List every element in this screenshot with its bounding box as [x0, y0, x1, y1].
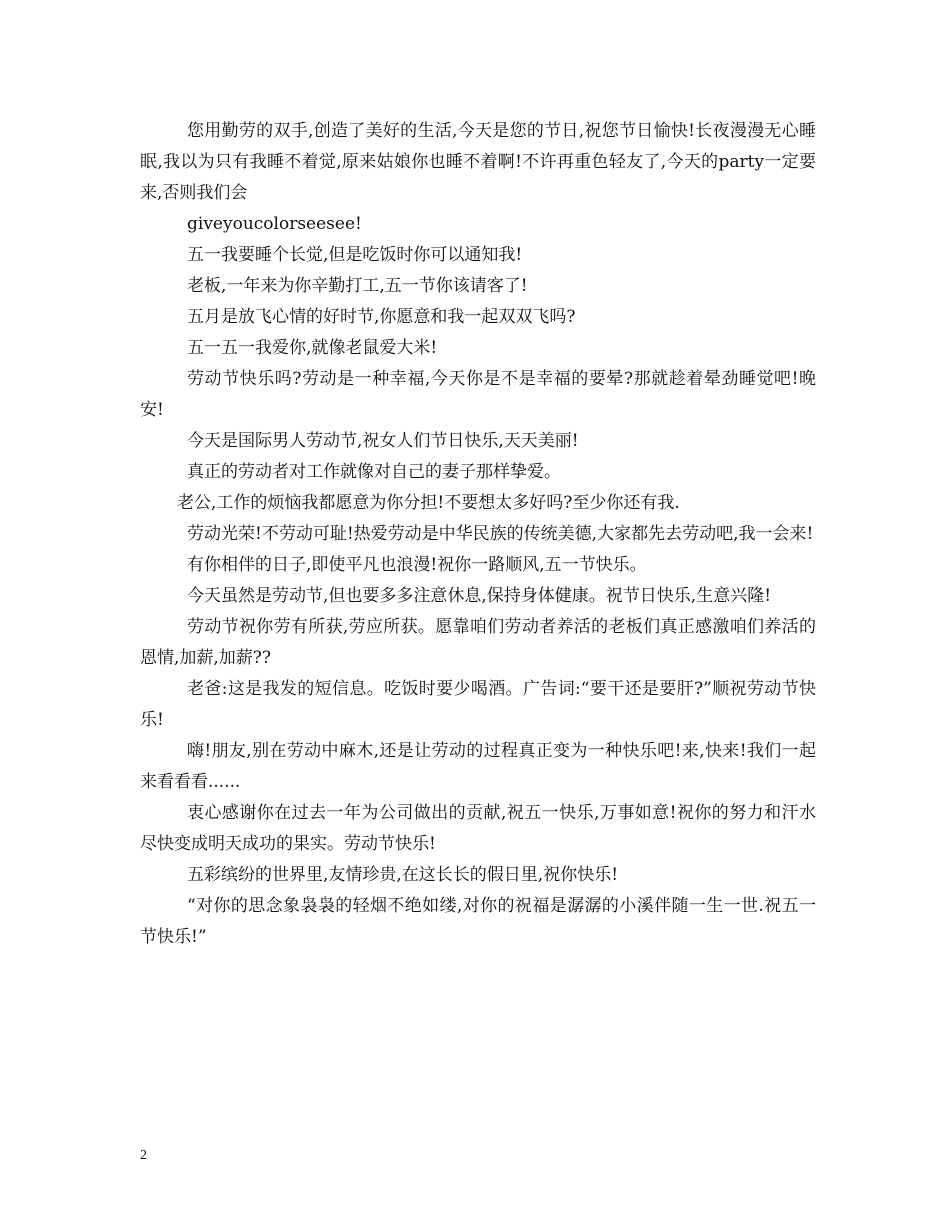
- paragraph: 有你相伴的日子,即使平凡也浪漫!祝你一路顺风,五一节快乐。: [187, 555, 647, 575]
- paragraph: 五月是放飞心情的好时节,你愿意和我一起双双飞吗?: [187, 307, 576, 327]
- paragraph: 衷心感谢你在过去一年为公司做出的贡献,祝五一快乐,万事如意!祝你的努力和汗水尽快变成明天成功的果实。劳动节快乐!: [140, 803, 816, 854]
- paragraph: 您用勤劳的双手,创造了美好的生活,今天是您的节日,祝您节日愉快!长夜漫漫无心睡眠,我以为只有我睡不着觉,原来姑娘你也睡不着啊!不许再重色轻友了,今天的party一定要来,否则我们会: [140, 121, 816, 203]
- paragraph: 劳动节快乐吗?劳动是一种幸福,今天你是不是幸福的要晕?那就趁着晕劲睡觉吧!晚安!: [140, 369, 816, 420]
- paragraph: 劳动节祝你劳有所获,劳应所获。愿靠咱们劳动者养活的老板们真正感激咱们养活的恩情,加薪,加薪??: [140, 617, 816, 668]
- paragraph: giveyoucolorseesee!: [187, 214, 362, 234]
- paragraph: “对你的思念象袅袅的轻烟不绝如缕,对你的祝福是潺潺的小溪伴随一生一世.祝五一节快乐!”: [140, 896, 816, 947]
- page-number: 2: [140, 1148, 147, 1163]
- paragraph: 五一我要睡个长觉,但是吃饭时你可以通知我!: [187, 245, 523, 265]
- paragraph: 老爸:这是我发的短信息。吃饭时要少喝酒。广告词:“要干还是要肝?”顺祝劳动节快乐!: [140, 679, 816, 730]
- paragraph: 五一五一我爱你,就像老鼠爱大米!: [187, 338, 438, 358]
- paragraph: 今天是国际男人劳动节,祝女人们节日快乐,天天美丽!: [187, 431, 579, 451]
- paragraph: 五彩缤纷的世界里,友情珍贵,在这长长的假日里,祝你快乐!: [187, 865, 619, 885]
- paragraph: 老板,一年来为你辛勤打工,五一节你该请客了!: [187, 276, 528, 296]
- paragraph: 嗨!朋友,别在劳动中麻木,还是让劳动的过程真正变为一种快乐吧!来,快来!我们一起来看看看......: [140, 741, 816, 792]
- paragraph: 真正的劳动者对工作就像对自己的妻子那样挚爱。: [187, 462, 561, 482]
- body-text: [140, 116, 816, 953]
- paragraph: 劳动光荣!不劳动可耻!热爱劳动是中华民族的传统美德,大家都先去劳动吧,我一会来!: [187, 524, 814, 544]
- paragraph: 老公,工作的烦恼我都愿意为你分担!不要想太多好吗?至少你还有我.: [177, 493, 680, 513]
- paragraph: 今天虽然是劳动节,但也要多多注意休息,保持身体健康。祝节日快乐,生意兴隆!: [187, 586, 772, 606]
